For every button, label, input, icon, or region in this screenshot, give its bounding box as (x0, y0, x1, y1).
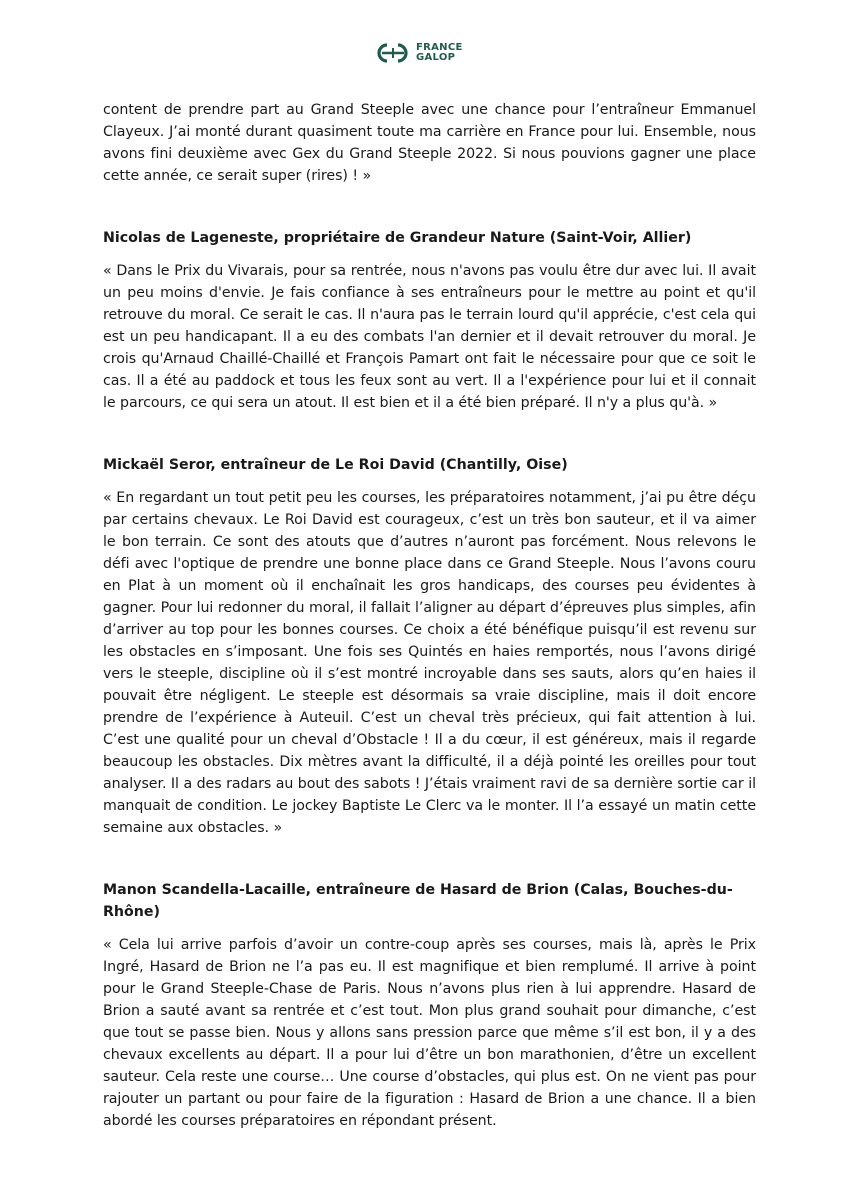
logo-line-2: GALOP (416, 52, 456, 63)
section-heading-lageneste: Nicolas de Lageneste, propriétaire de Grandeur Nature (Saint-Voir, Allier) (103, 230, 692, 246)
section-heading-scandella: Manon Scandella-Lacaille, entraîneure de Hasard de Brion (Calas, Bouches-du-Rhône) (103, 882, 733, 920)
horseshoe-logo-icon (374, 42, 412, 64)
logo-line-1: FRANCE (416, 41, 463, 53)
section-heading-seror: Mickaël Seror, entraîneur de Le Roi David (Chantilly, Oise) (103, 457, 568, 473)
section-text-lageneste: « Dans le Prix du Vivarais, pour sa rentrée, nous n'avons pas voulu être dur avec lui. Il avait un peu moins d'envie. Je fais confiance à ses entraîneurs pour le mettre au point et qu'il retrouve du moral. Ce serait le cas. Il n'aura pas le terrain lourd qu'il apprécie, c'est cela qui est un peu handicapant. Il a eu des combats l'an dernier et il devait retrouver du moral. Je crois qu'Arnaud Chaillé-Chaillé et François Pamart ont fait le nécessaire pour que ce soit le cas. Il a été au paddock et tous les feux sont au vert. Il a l'expérience pour lui et il connait le parcours, ce qui sera un atout. Il est bien et il a été bien préparé. Il n'y a plus qu'à. » (103, 263, 756, 411)
article-content (103, 99, 756, 1132)
intro-paragraph: content de prendre part au Grand Steeple avec une chance pour l’entraîneur Emmanuel Clayeux. J’ai monté durant quasiment toute ma carrière en France pour lui. Ensemble, nous avons fini deuxième avec Gex du Grand Steeple 2022. Si nous pouvions gagner une place cette année, ce serait super (rires) ! » (103, 102, 756, 184)
section-text-seror: « En regardant un tout petit peu les courses, les préparatoires notamment, j’ai pu être déçu par certains chevaux. Le Roi David est courageux, c’est un très bon sauteur, et il va aimer le bon terrain. Ce sont des atouts que d’autres n’auront pas forcément. Nous relevons le défi avec l'optique de prendre une bonne place dans ce Grand Steeple. Nous l’avons couru en Plat à un moment où il enchaînait les gros handicaps, des courses peu évidentes à gagner. Pour lui redonner du moral, il fallait l’aligner au départ d’épreuves plus simples, afin d’arriver au top pour les bonnes courses. Ce choix a été bénéfique puisqu’il est revenu sur les obstacles en s’imposant. Une fois ses Quintés en haies remportés, nous l’avons dirigé vers le steeple, discipline où il s’est montré incroyable dans ses sauts, alors qu’en haies il pouvait être négligent. Le steeple est désormais sa vraie discipline, mais il doit encore prendre de l’expérience à Auteuil. C’est un cheval très précieux, qui fait attention à lui. C’est une qualité pour un cheval d’Obstacle ! Il a du cœur, il est généreux, mais il regarde beaucoup les obstacles. Dix mètres avant la difficulté, il a déjà pointé les oreilles pour tout analyser. Il a des radars au bout des sabots ! J’étais vraiment ravi de sa dernière sortie car il manquait de condition. Le jockey Baptiste Le Clerc va le monter. Il l’a essayé un matin cette semaine aux obstacles. » (103, 490, 756, 836)
section-text-scandella: « Cela lui arrive parfois d’avoir un contre-coup après ses courses, mais là, après le Prix Ingré, Hasard de Brion ne l’a pas eu. Il est magnifique et bien remplumé. Il arrive à point pour le Grand Steeple-Chase de Paris. Nous n’avons plus rien à lui apprendre. Hasard de Brion a sauté avant sa rentrée et c’est tout. Mon plus grand souhait pour dimanche, c’est que tout se passe bien. Nous y allons sans pression parce que même s’il est bon, il y a des chevaux excellents au départ. Il a pour lui d’être un bon marathonien, d’être un excellent sauteur. Cela reste une course… Une course d’obstacles, qui plus est. On ne vient pas pour rajouter un partant ou pour faire de la figuration : Hasard de Brion a une chance. Il a bien abordé les courses préparatoires en répondant présent. (103, 937, 756, 1129)
france-galop-logo (374, 41, 463, 65)
